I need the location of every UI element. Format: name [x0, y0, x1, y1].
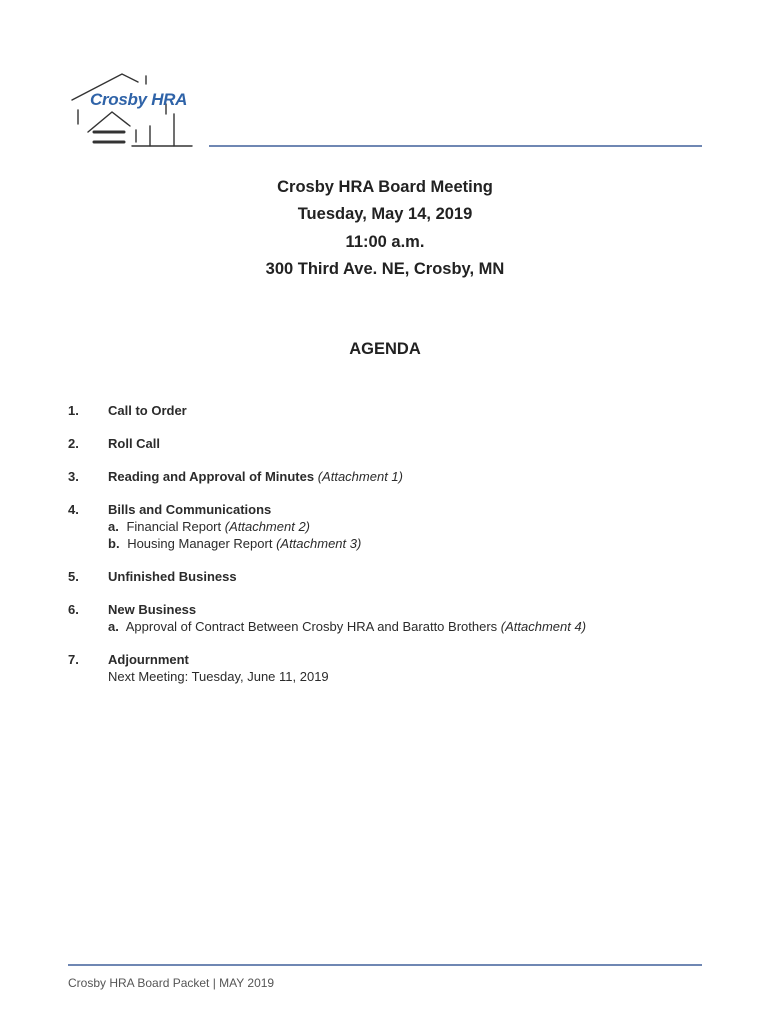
sub-item-financial-report [108, 518, 708, 535]
footer-text: Crosby HRA Board Packet | MAY 2019 [68, 976, 275, 990]
sub-item-contract-approval [108, 618, 708, 635]
meeting-date: Tuesday, May 14, 2019 [297, 205, 473, 224]
house-outline-icon [66, 68, 196, 152]
item-number: 7. [68, 652, 79, 667]
item-title: Adjournment [108, 652, 189, 667]
meeting-time: 11:00 a.m. [345, 232, 425, 251]
agenda-item-roll-call [68, 435, 708, 452]
item-title: Reading and Approval of Minutes [108, 469, 315, 484]
attachment-reference: (Attachment 1) [317, 469, 403, 484]
item-number: 3. [68, 469, 79, 484]
item-number: 5. [68, 569, 79, 584]
agenda-item-bills-communications [68, 501, 708, 552]
crosby-hra-logo [66, 68, 196, 152]
sub-item-letter: b. [108, 536, 120, 551]
agenda-item-minutes [68, 468, 708, 485]
item-number: 4. [68, 502, 79, 517]
item-number: 6. [68, 602, 79, 617]
header-divider [209, 145, 702, 147]
sub-item-letter: a. [108, 619, 119, 634]
footer-divider [68, 964, 702, 966]
item-title: New Business [108, 602, 197, 617]
sub-item-text: Approval of Contract Between Crosby HRA and Baratto Brothers [125, 619, 498, 634]
agenda-item-new-business [68, 601, 708, 635]
sub-item-housing-manager-report [108, 535, 708, 552]
sub-item-text: Financial Report [126, 519, 222, 534]
sub-item-text: Housing Manager Report [127, 536, 273, 551]
sub-item-letter: a. [108, 519, 119, 534]
agenda-heading: AGENDA [349, 340, 421, 358]
attachment-reference: (Attachment 2) [224, 519, 311, 534]
agenda-item-adjournment [68, 651, 708, 685]
item-title: Bills and Communications [108, 502, 272, 517]
item-title: Call to Order [108, 403, 187, 418]
logo-text: Crosby HRA [90, 90, 188, 109]
attachment-reference: (Attachment 4) [500, 619, 587, 634]
meeting-info [0, 174, 770, 283]
agenda-list [68, 402, 708, 701]
item-title: Unfinished Business [108, 569, 237, 584]
attachment-reference: (Attachment 3) [276, 536, 362, 551]
agenda-item-call-to-order [68, 402, 708, 419]
meeting-location: 300 Third Ave. NE, Crosby, MN [265, 259, 505, 278]
meeting-title: Crosby HRA Board Meeting [277, 178, 493, 196]
item-number: 1. [68, 403, 79, 418]
next-meeting-note: Next Meeting: Tuesday, June 11, 2019 [108, 669, 329, 684]
item-number: 2. [68, 436, 79, 451]
agenda-item-unfinished-business [68, 568, 708, 585]
item-title: Roll Call [108, 436, 161, 451]
